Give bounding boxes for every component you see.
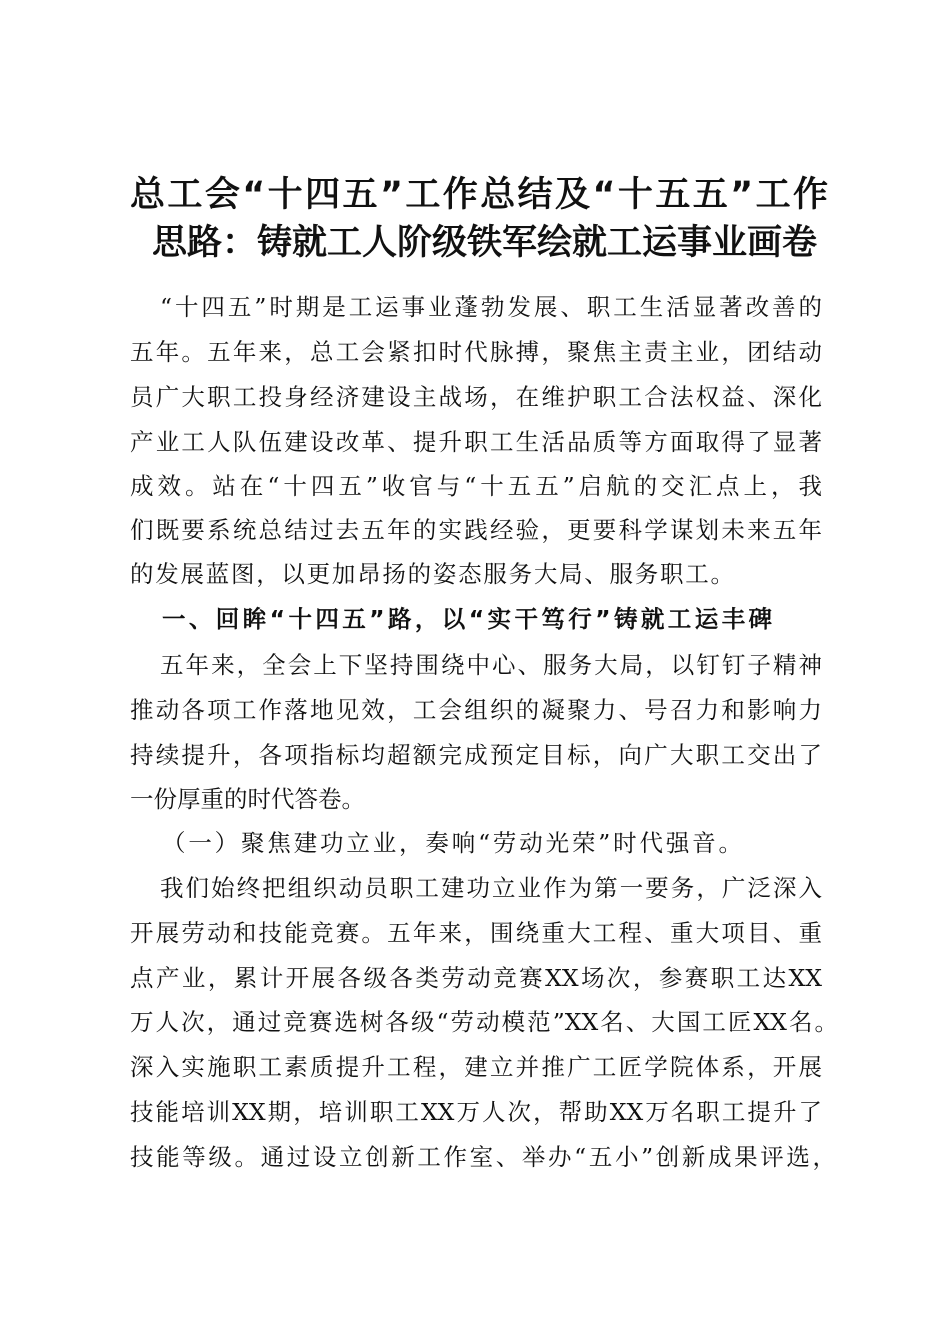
- paragraph-line: 成效。站在“十四五”收官与“十五五”启航的交汇点上，我: [130, 472, 822, 500]
- paragraph-line: 的发展蓝图，以更加昂扬的姿态服务大局、服务职工。: [130, 560, 734, 588]
- document-title-line-1: 总工会“十四五”工作总结及“十五五”工作: [130, 175, 828, 215]
- paragraph-line: 员广大职工投身经济建设主战场，在维护职工合法权益、深化: [130, 383, 822, 411]
- paragraph-line: 我们始终把组织动员职工建功立业作为第一要务，广泛深入: [160, 874, 822, 902]
- paragraph-line: 们既要系统总结过去五年的实践经验，更要科学谋划未来五年: [130, 516, 822, 544]
- document-title-line-2: 思路：铸就工人阶级铁军绘就工运事业画卷: [152, 223, 818, 263]
- paragraph-line: 持续提升，各项指标均超额完成预定目标，向广大职工交出了: [130, 741, 822, 769]
- paragraph-line: 产业工人队伍建设改革、提升职工生活品质等方面取得了显著: [130, 428, 822, 456]
- paragraph-line: 技能等级。通过设立创新工作室、举办“五小”创新成果评选，: [130, 1143, 836, 1171]
- paragraph-line: 一份厚重的时代答卷。: [130, 785, 365, 813]
- paragraph-line: 开展劳动和技能竞赛。五年来，围绕重大工程、重大项目、重: [130, 919, 822, 947]
- paragraph-line: 技能培训XX期，培训职工XX万人次，帮助XX万名职工提升了: [130, 1098, 822, 1126]
- section-heading: 一、回眸“十四五”路，以“实干笃行”铸就工运丰碑: [162, 605, 772, 633]
- paragraph-line: 万人次，通过竞赛选树各级“劳动模范”XX名、大国工匠XX名。: [130, 1008, 838, 1036]
- paragraph-line: 深入实施职工素质提升工程，建立并推广工匠学院体系，开展: [130, 1053, 822, 1081]
- paragraph-line: 推动各项工作落地见效，工会组织的凝聚力、号召力和影响力: [130, 696, 822, 724]
- subsection-heading: （一）聚焦建功立业，奏响“劳动光荣”时代强音。: [162, 829, 742, 857]
- paragraph-line: “十四五”时期是工运事业蓬勃发展、职工生活显著改善的: [160, 293, 822, 321]
- paragraph-line: 点产业，累计开展各级各类劳动竞赛XX场次，参赛职工达XX: [130, 964, 822, 992]
- paragraph-line: 五年。五年来，总工会紧扣时代脉搏，聚焦主责主业，团结动: [130, 338, 822, 366]
- paragraph-line: 五年来，全会上下坚持围绕中心、服务大局，以钉钉子精神: [160, 651, 822, 679]
